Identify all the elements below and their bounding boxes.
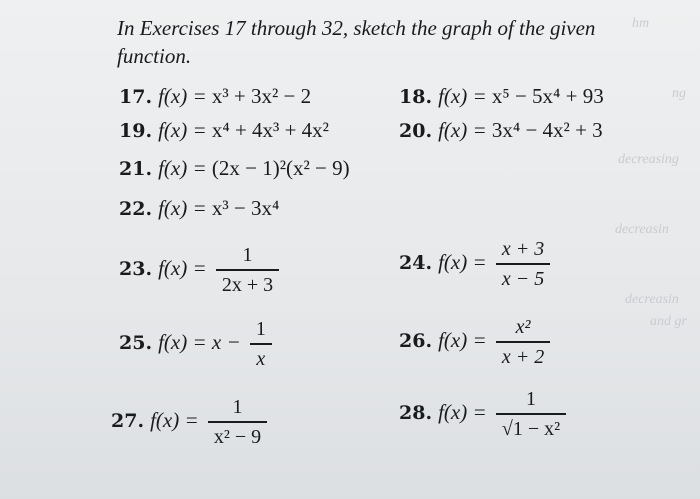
show-through-text: decreasing [618,152,679,167]
exercise-instructions: In Exercises 17 through 32, sketch the graph of the given function. [117,16,596,68]
exercise-number: 23. [119,258,153,281]
exercise-number: 17. [119,86,153,108]
exercise-19 [119,118,329,143]
exercise-28 [399,388,570,441]
denominator: x [256,347,266,370]
exercise-number: 18. [399,86,433,108]
exercise-number: 26. [399,330,433,353]
function-expression: x⁴ + 4x³ + 4x² [211,118,329,142]
denominator: x² − 9 [213,425,262,448]
exercise-22 [119,196,279,221]
show-through-text: decreasin [615,222,669,237]
exercise-number: 21. [119,158,153,180]
exercise-number: 28. [399,402,433,425]
exercise-21 [119,156,350,181]
show-through-text: ng [672,86,686,101]
function-lhs: f(x) = [158,156,212,180]
function-expression: x³ + 3x² − 2 [211,84,312,108]
numerator: 1 [242,244,253,266]
exercise-number: 24. [399,252,433,275]
fraction [216,244,279,297]
function-expression: (2x − 1)²(x² − 9) [211,156,350,180]
show-through-text: hm [632,16,650,31]
function-expression: 3x⁴ − 4x² + 3 [491,118,603,142]
denominator: 2x + 3 [221,273,274,296]
exercise-number: 20. [399,120,433,142]
show-through-text: and gr [650,314,687,329]
function-lhs: f(x) = [438,118,492,142]
fraction [496,388,566,441]
function-lhs: f(x) = [158,118,212,142]
fraction [250,318,272,371]
exercise-18 [399,84,604,109]
exercise-27 [111,396,271,449]
denominator: x + 2 [501,345,545,368]
fraction [496,316,550,369]
exercise-number: 19. [119,120,153,142]
exercise-25 [119,318,276,371]
numerator: x² [515,316,531,338]
numerator: 1 [232,396,243,418]
function-lhs: f(x) = [158,84,212,108]
exercise-23 [119,244,283,297]
exercise-20 [399,118,603,143]
function-expression: x⁵ − 5x⁴ + 93 [491,84,604,108]
function-lhs: f(x) = [150,408,204,433]
function-lhs: f(x) = [158,256,212,281]
exercise-24 [399,238,554,291]
numerator: 1 [255,318,266,340]
exercise-number: 27. [111,410,145,433]
function-lhs: f(x) = [158,196,212,220]
function-lhs: f(x) = [438,328,492,353]
function-lhs: f(x) = [438,84,492,108]
denominator: x − 5 [501,267,545,290]
function-expression: x³ − 3x⁴ [211,196,280,220]
numerator: 1 [526,388,536,410]
exercise-26 [399,316,554,369]
fraction [496,238,550,291]
function-lhs: f(x) = [438,250,492,275]
function-lhs: f(x) = x − [158,330,246,355]
fraction [208,396,267,449]
exercise-17 [119,84,311,109]
function-lhs: f(x) = [438,400,492,425]
show-through-text: decreasin [625,292,679,307]
denominator: √1 − x² [501,417,561,440]
numerator: x + 3 [501,238,545,260]
exercise-number: 25. [119,332,153,355]
exercise-number: 22. [119,198,153,220]
